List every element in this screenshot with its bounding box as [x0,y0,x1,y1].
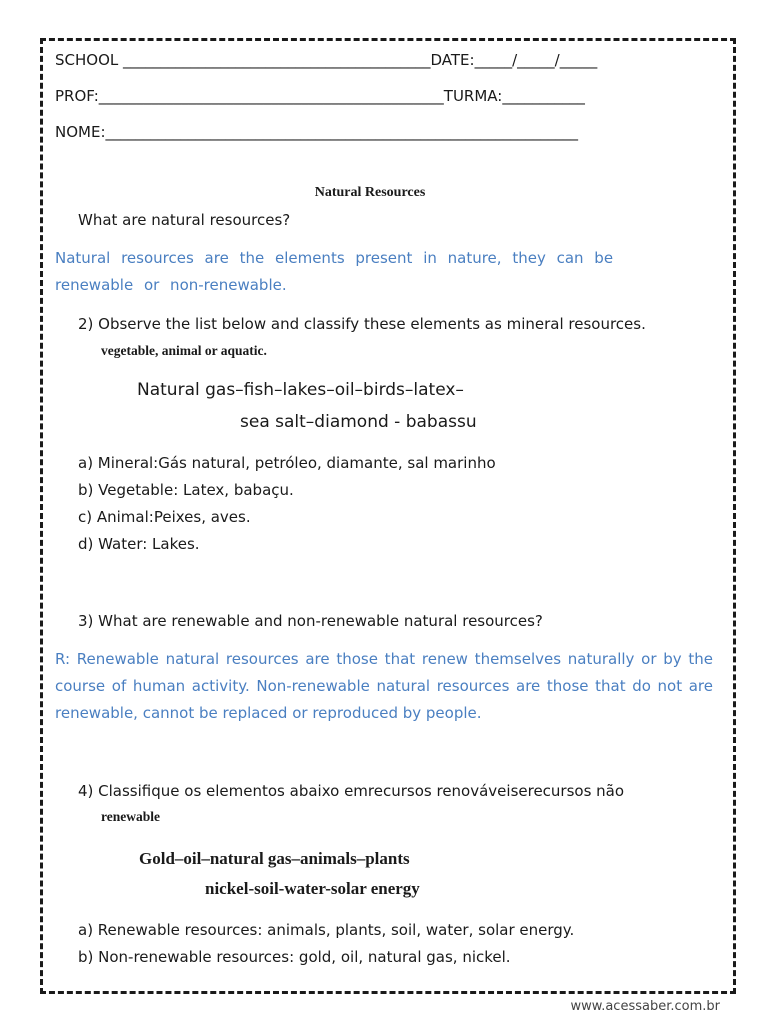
q1-question: What are natural resources? [78,211,291,229]
q3-answer: R: Renewable natural resources are those that renew themselves naturally or by the course of human activity. Non-renewable natural resources are those that do not are renewable, cannot be replaced or reproduced by people. [55,650,713,722]
q2-subline: vegetable, animal or aquatic. [101,343,267,358]
q2-answer-c: c) Animal:Peixes, aves. [78,508,251,526]
q4-list-line-2: nickel-soil-water-solar energy [205,879,420,898]
q4-list-line-1: Gold–oil–natural gas–animals–plants [139,849,410,868]
q2-answer-b: b) Vegetable: Latex, babaçu. [78,481,294,499]
q1-answer: Natural resources are the elements present in nature, they can be renewable or non-renewable. [55,249,614,294]
q2-question: 2) Observe the list below and classify these elements as mineral resources. [78,315,646,333]
prof-turma-line: PROF:______________________________________________TURMA:___________ [55,87,585,105]
q4-subline: renewable [101,809,160,824]
q2-answer-d: d) Water: Lakes. [78,535,200,553]
nome-line: NOME:_______________________________________________________________ [55,123,579,141]
q4-answer-b: b) Non-renewable resources: gold, oil, natural gas, nickel. [78,948,511,966]
q2-list-line-2: sea salt–diamond - babassu [240,412,477,432]
footer-url: www.acessaber.com.br [570,999,720,1014]
q4-question: 4) Classifique os elementos abaixo emrecursos renováveiserecursos não [78,782,625,800]
school-date-line: SCHOOL _________________________________________DATE:_____/_____/_____ [55,51,598,69]
q2-list-line-1: Natural gas–fish–lakes–oil–birds–latex– [137,380,464,400]
page-title: Natural Resources [314,185,426,200]
q4-answer-a: a) Renewable resources: animals, plants, soil, water, solar energy. [78,921,575,939]
q2-answer-a: a) Mineral:Gás natural, petróleo, diamante, sal marinho [78,454,496,472]
q3-question: 3) What are renewable and non-renewable natural resources? [78,612,543,630]
